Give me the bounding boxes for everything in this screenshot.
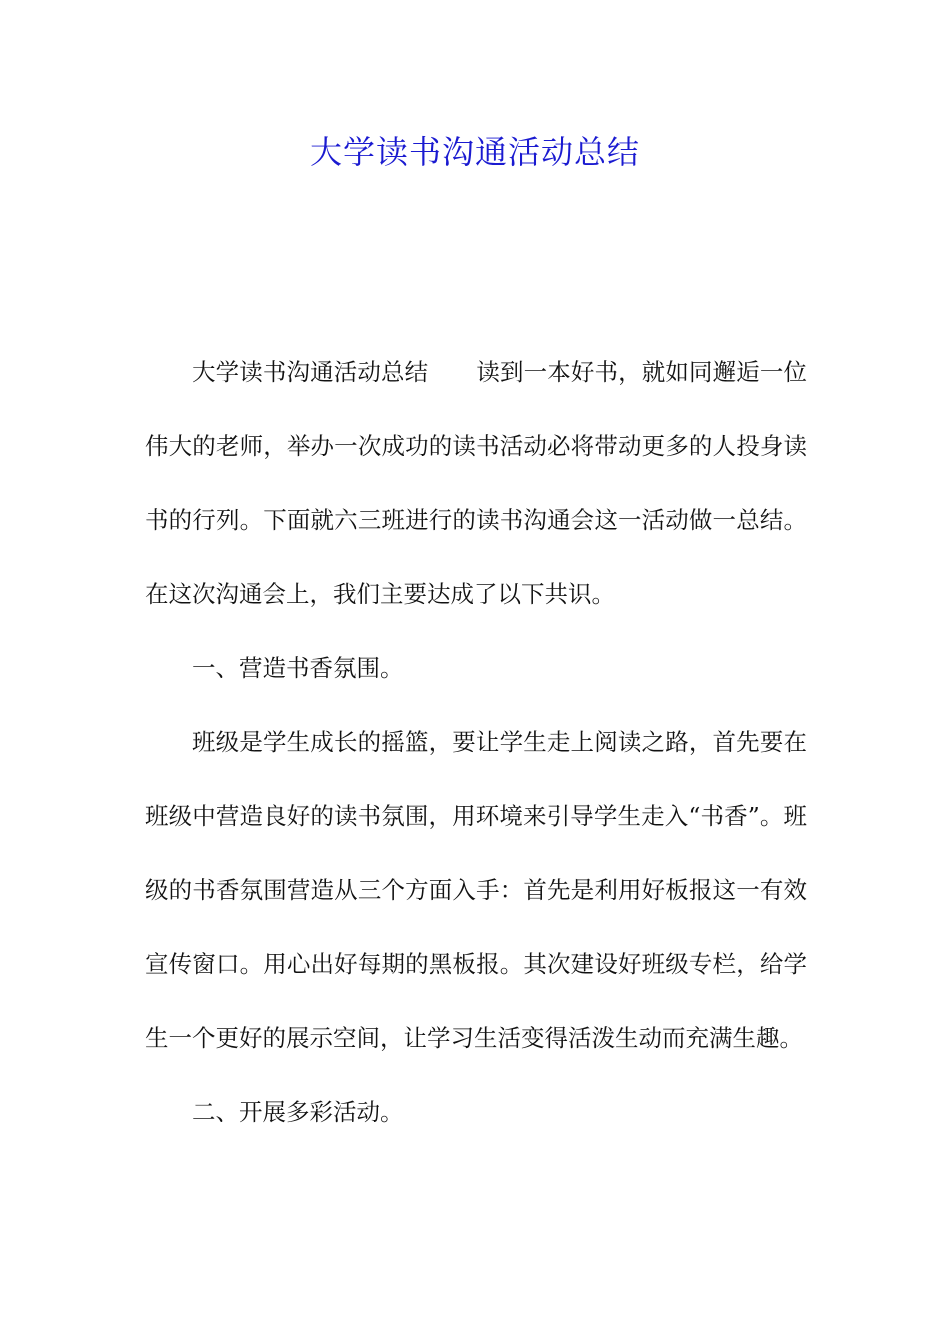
paragraph-intro-lead: 大学读书沟通活动总结 [192,358,429,386]
document-body [145,335,807,1149]
paragraph-intro [145,335,807,631]
section-heading-1: 一、营造书香氛围。 [192,654,404,682]
paragraph-section-1: 班级是学生成长的摇篮，要让学生走上阅读之路，首先要在班级中营造良好的读书氛围，用环境来引导学生走入“书香”。班级的书香氛围营造从三个方面入手：首先是利用好板报这一有效宣传窗口。用心出好每期的黑板报。其次建设好班级专栏，给学生一个更好的展示空间，让学习生活变得活泼生动而充满生趣。 [145,728,807,1052]
section-heading-2: 二、开展多彩活动。 [192,1098,404,1126]
paragraph-intro-text: 读到一本好书，就如同邂逅一位伟大的老师，举办一次成功的读书活动必将带动更多的人投身读书的行列。下面就六三班进行的读书沟通会这一活动做一总结。在这次沟通会上，我们主要达成了以下共识。 [145,358,807,608]
document-title: 大学读书沟通活动总结 [309,133,640,171]
